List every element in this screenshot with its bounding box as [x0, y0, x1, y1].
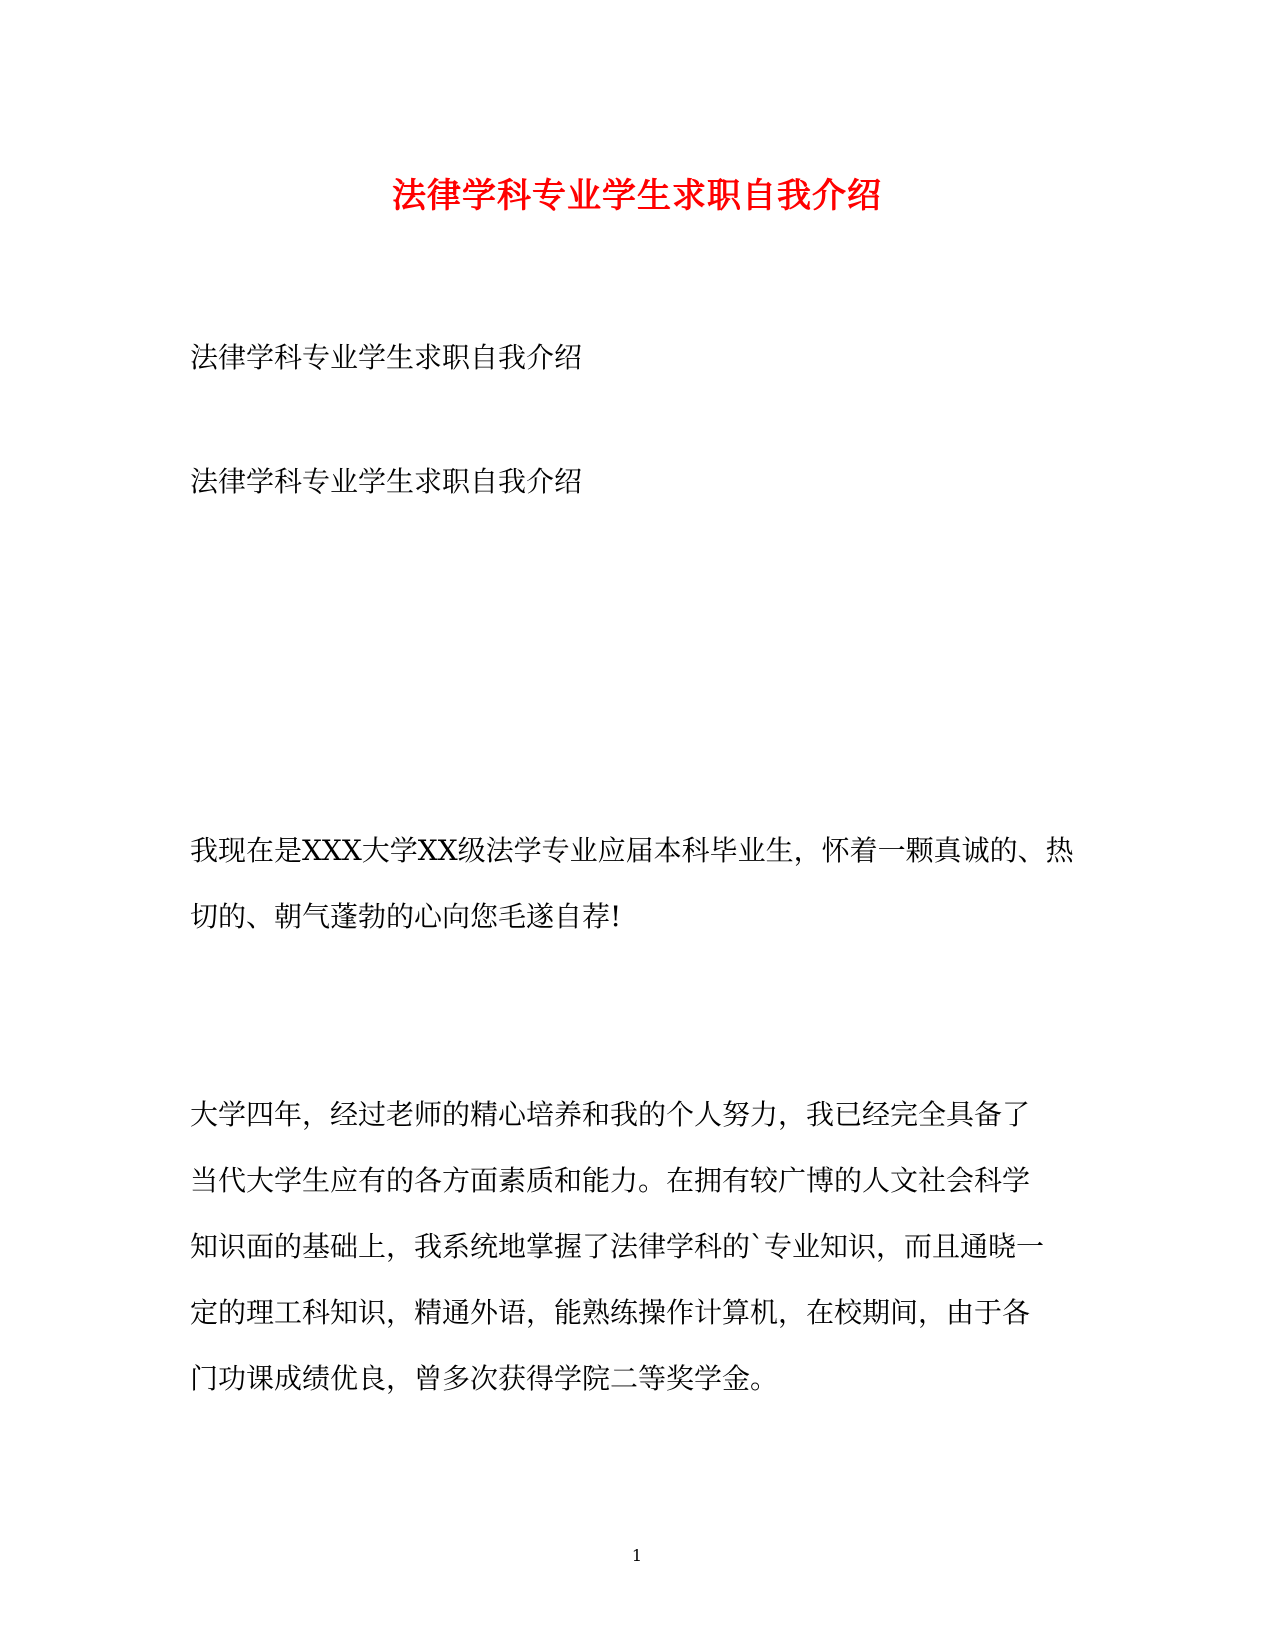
paragraph-line: 门功课成绩优良，曾多次获得学院二等奖学金。: [190, 1362, 779, 1395]
subtitle-line-1: 法律学科专业学生求职自我介绍: [190, 341, 583, 374]
subtitle-line-2: 法律学科专业学生求职自我介绍: [190, 465, 583, 498]
paragraph-education: [190, 1082, 1090, 1412]
paragraph-line: 切的、朝气蓬勃的心向您毛遂自荐!: [190, 900, 622, 933]
paragraph-line: 当代大学生应有的各方面素质和能力。在拥有较广博的人文社会科学: [190, 1164, 1031, 1197]
paragraph-line: 我现在是XXX大学XX级法学专业应届本科毕业生，怀着一颗真诚的、热: [190, 834, 1074, 867]
paragraph-intro: [190, 818, 1090, 950]
paragraph-line: 大学四年，经过老师的精心培养和我的个人努力，我已经完全具备了: [190, 1098, 1031, 1131]
paragraph-line: 定的理工科知识，精通外语，能熟练操作计算机，在校期间，由于各: [190, 1296, 1031, 1329]
document-title: 法律学科专业学生求职自我介绍: [392, 176, 882, 216]
page-number: 1: [631, 1546, 643, 1565]
paragraph-line: 知识面的基础上，我系统地掌握了法律学科的`专业知识，而且通晓一: [190, 1230, 1045, 1263]
